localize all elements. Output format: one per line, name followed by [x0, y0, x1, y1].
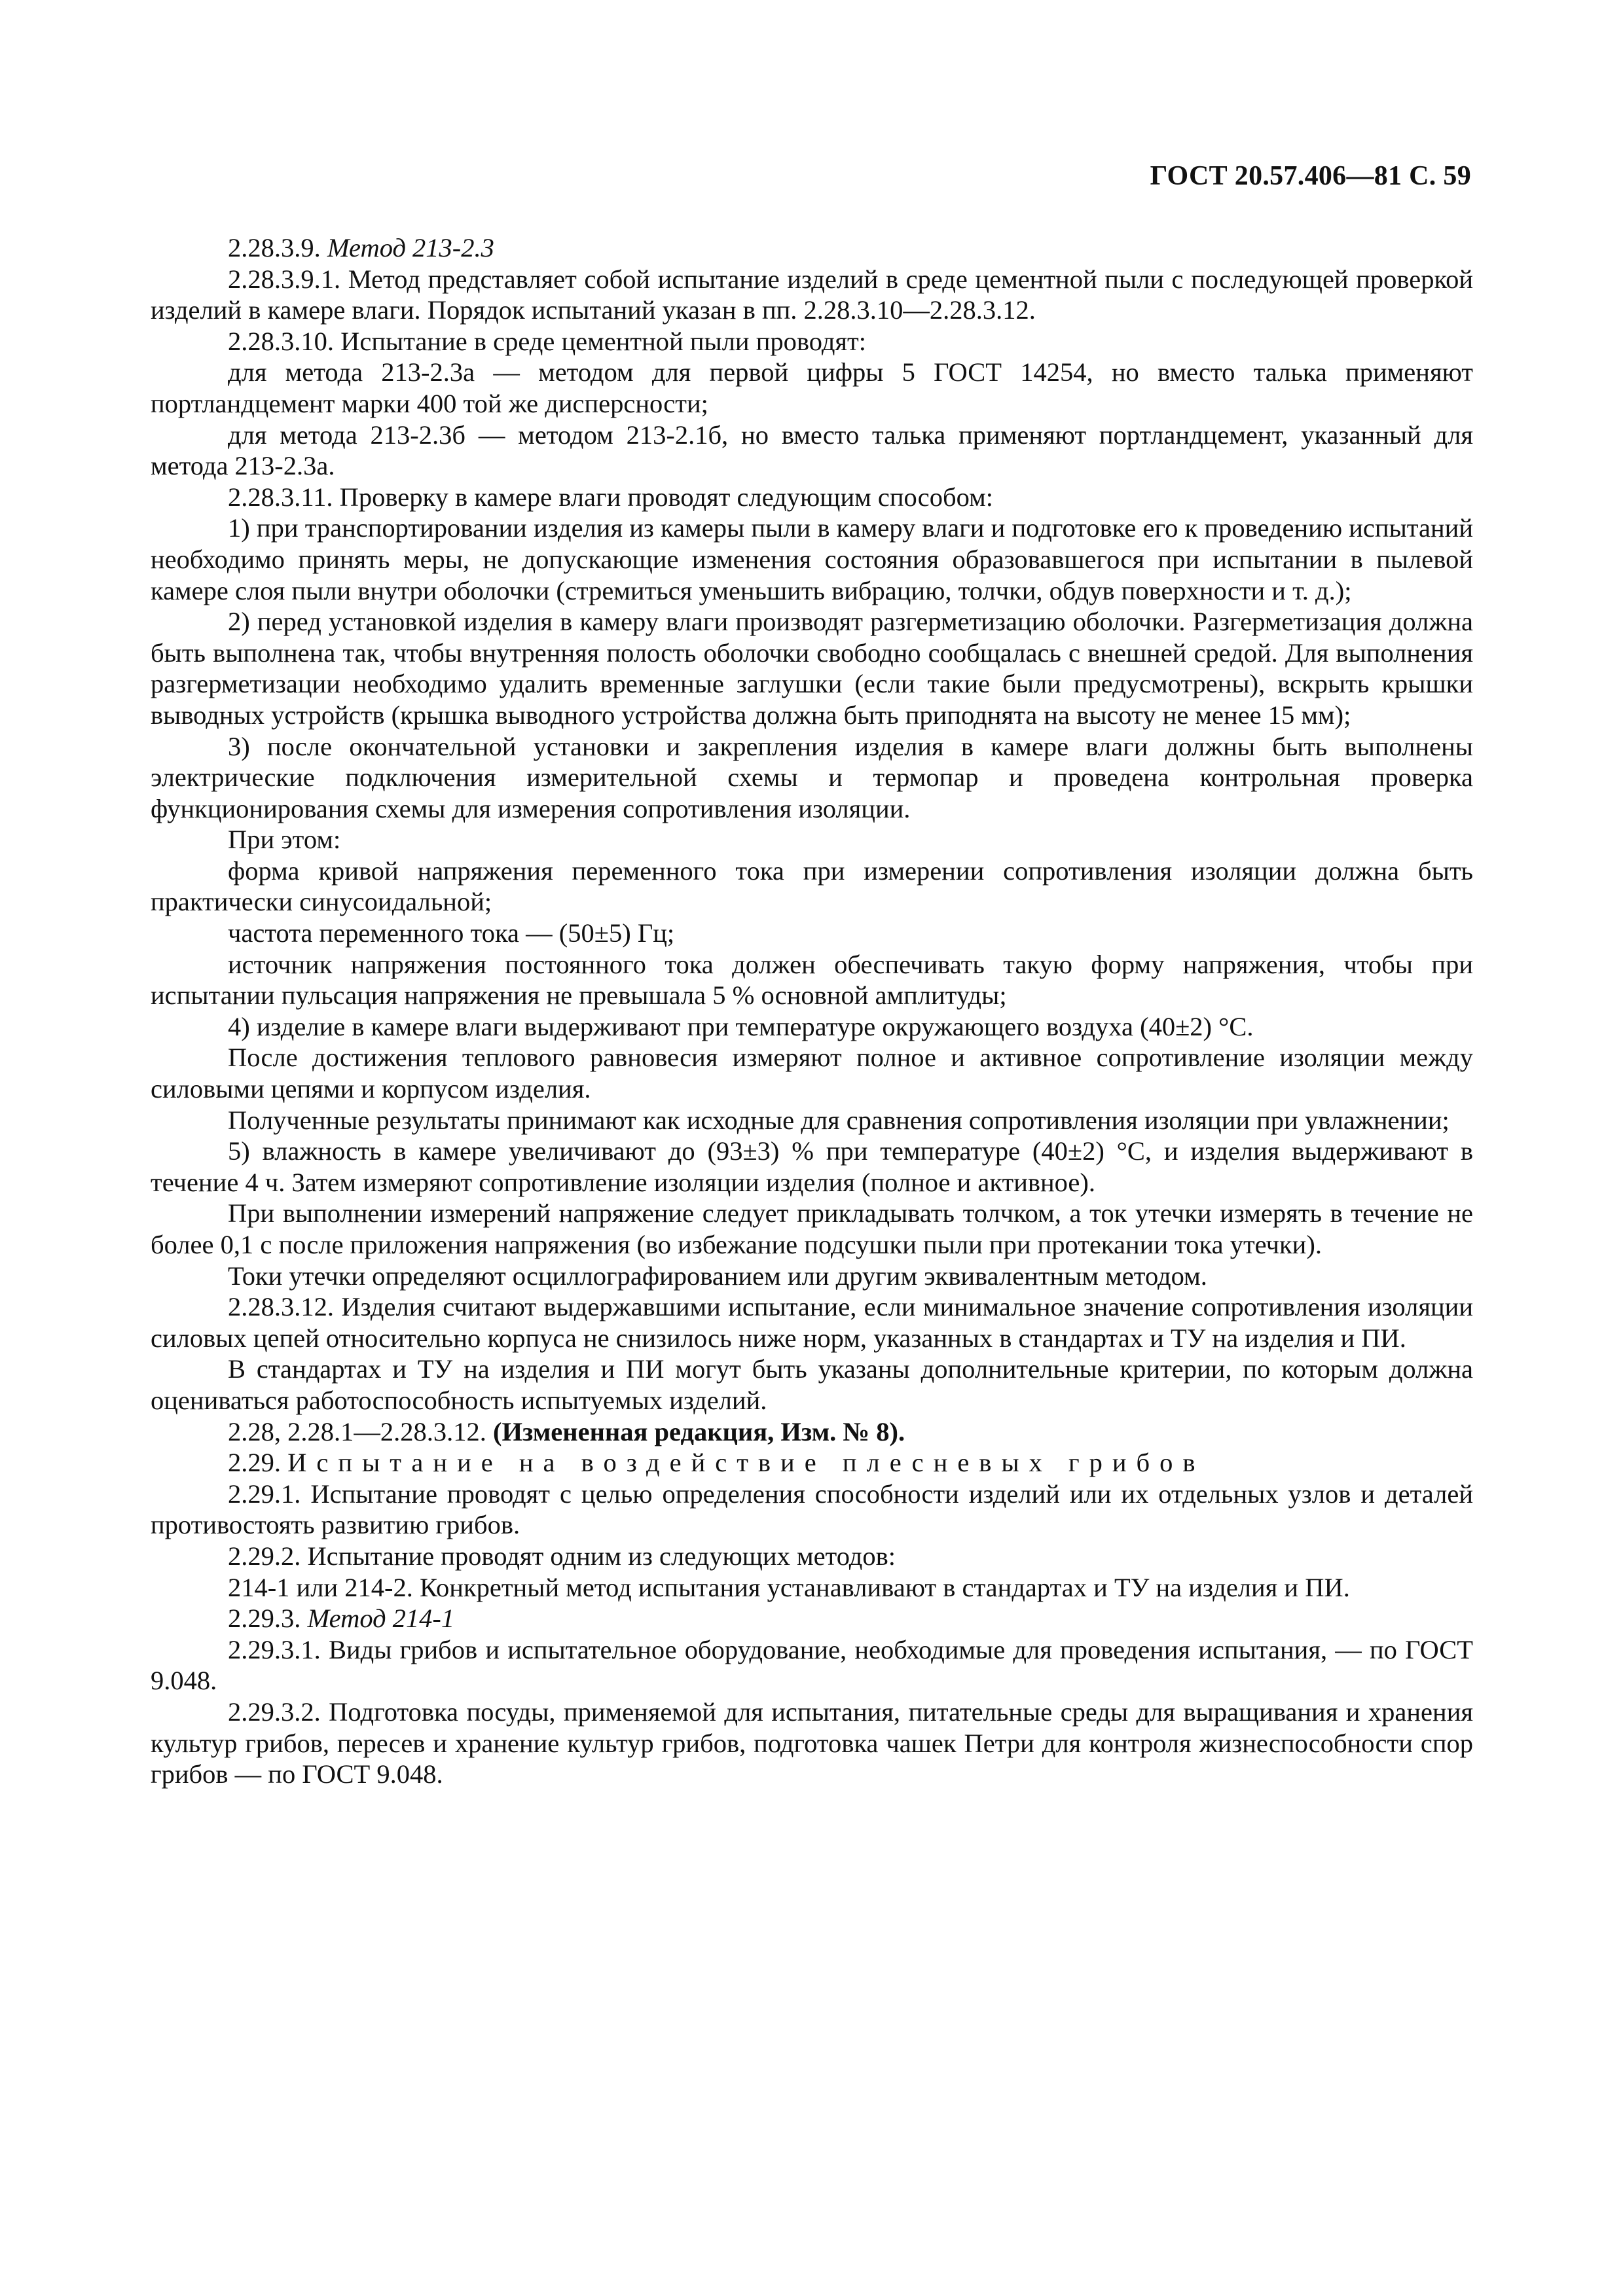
amendment-label: (Измененная редакция, Изм. № 8).	[493, 1416, 905, 1446]
clause-2-28-3-10: 2.28.3.10. Испытание в среде цементной пыли проводят:	[228, 326, 867, 356]
paragraph: При этом:	[228, 825, 341, 855]
list-item: 1) при транспортировании изделия из камеры пыли в камеру влаги и подготовке его к проведению испытаний необходимо принять меры, не допускающие изменения состояния образовавшегося при испытании в пылевой камере слоя пыли внутри оболочки (стремиться уменьшить вибрацию, толчки, обдув поверхности и т. д.);	[151, 513, 1473, 605]
paragraph: Полученные результаты принимают как исходные для сравнения сопротивления изоляции при увлажнении;	[228, 1105, 1450, 1135]
paragraph: После достижения теплового равновесия измеряют полное и активное сопротивление изоляции между силовыми цепями и корпусом изделия.	[151, 1043, 1473, 1104]
clause-2-28-3-9-1: 2.28.3.9.1. Метод представляет собой испытание изделий в среде цементной пыли с последующей проверкой изделий в камере влаги. Порядок испытаний указан в пп. 2.28.3.10—2.28.3.12.	[151, 264, 1473, 325]
clause-2-29-3-2: 2.29.3.2. Подготовка посуды, применяемой для испытания, питательные среды для выращивания и хранения культур грибов, пересев и хранение культур грибов, подготовка чашек Петри для контроля жизнеспособности спор грибов — по ГОСТ 9.048.	[151, 1696, 1473, 1789]
paragraph: При выполнении измерений напряжение следует прикладывать толчком, а ток утечки измерять в течение не более 0,1 с после приложения напряжения (во избежание подсушки пыли при протекании тока утечки).	[151, 1198, 1473, 1259]
clause-2-28-3-11: 2.28.3.11. Проверку в камере влаги проводят следующим способом:	[228, 482, 994, 512]
list-item: 4) изделие в камере влаги выдерживают при температуре окружающего воздуха (40±2) °С.	[228, 1011, 1254, 1041]
amendment-note: 2.28, 2.28.1—2.28.3.12. (Измененная редакция, Изм. № 8).	[228, 1416, 905, 1446]
method-title: Метод 213-2.3	[327, 233, 494, 262]
clause-2-29-1: 2.29.1. Испытание проводят с целью определения способности изделий или их отдельных узлов и деталей противостоять развитию грибов.	[151, 1479, 1473, 1540]
section-2-29-heading: 2.29. Испытание на воздействие плесневых грибов	[228, 1448, 1205, 1478]
clause-2-29-2: 2.29.2. Испытание проводят одним из следующих методов:	[228, 1541, 896, 1571]
paragraph: Токи утечки определяют осциллографированием или другим эквивалентным методом.	[228, 1261, 1207, 1291]
method-title: Метод 214-1	[307, 1604, 455, 1634]
list-item: 3) после окончательной установки и закрепления изделия в камере влаги должны быть выполнены электрические подключения измерительной схемы и термопар и проведена контрольная проверка функционирования схемы для измерения сопротивления изоляции.	[151, 731, 1473, 823]
page-header: ГОСТ 20.57.406—81 С. 59	[1150, 161, 1471, 191]
paragraph: частота переменного тока — (50±5) Гц;	[228, 918, 675, 948]
clause-2-29-3-1: 2.29.3.1. Виды грибов и испытательное оборудование, необходимые для проведения испытания, — по ГОСТ 9.048.	[151, 1634, 1473, 1696]
paragraph: форма кривой напряжения переменного тока при измерении сопротивления изоляции должна быть практически синусоидальной;	[151, 855, 1473, 917]
list-item: 2) перед установкой изделия в камеру влаги производят разгерметизацию оболочки. Разгерметизация должна быть выполнена так, чтобы внутренняя полость оболочки свободно сообщалась с внешней средой. Для выполнения разгерметизации необходимо удалить временные заглушки (если такие были предусмотрены), вскрыть крышки выводных устройств (крышка выводного устройства должна быть приподнята на высоту не менее 15 мм);	[151, 607, 1473, 730]
paragraph: источник напряжения постоянного тока должен обеспечивать такую форму напряжения, чтобы при испытании пульсация напряжения не превышала 5 % основной амплитуды;	[151, 949, 1473, 1011]
clause-2-28-3-12: 2.28.3.12. Изделия считают выдержавшими испытание, если минимальное значение сопротивления изоляции силовых цепей относительно корпуса не снизилось ниже норм, указанных в стандартах и ТУ на изделия и ПИ.	[151, 1292, 1473, 1353]
paragraph: для метода 213-2.3б — методом 213-2.1б, но вместо талька применяют портландцемент, указанный для метода 213-2.3а.	[151, 420, 1473, 481]
section-title: Испытание на воздействие плесневых грибов	[287, 1448, 1205, 1478]
paragraph: для метода 213-2.3а — методом для первой цифры 5 ГОСТ 14254, но вместо талька применяют портландцемент марки 400 той же дисперсности;	[151, 357, 1473, 418]
paragraph: 214-1 или 214-2. Конкретный метод испытания устанавливают в стандартах и ТУ на изделия и ПИ.	[228, 1572, 1350, 1602]
clause-2-29-3: 2.29.3. Метод 214-1	[228, 1604, 455, 1634]
document-body	[151, 232, 1473, 1790]
paragraph: В стандартах и ТУ на изделия и ПИ могут быть указаны дополнительные критерии, по которым должна оцениваться работоспособность испытуемых изделий.	[151, 1354, 1473, 1415]
clause-2-28-3-9: 2.28.3.9. Метод 213-2.3	[228, 233, 494, 262]
list-item: 5) влажность в камере увеличивают до (93±3) % при температуре (40±2) °С, и изделия выдерживают в течение 4 ч. Затем измеряют сопротивление изоляции изделия (полное и активное).	[151, 1136, 1473, 1197]
